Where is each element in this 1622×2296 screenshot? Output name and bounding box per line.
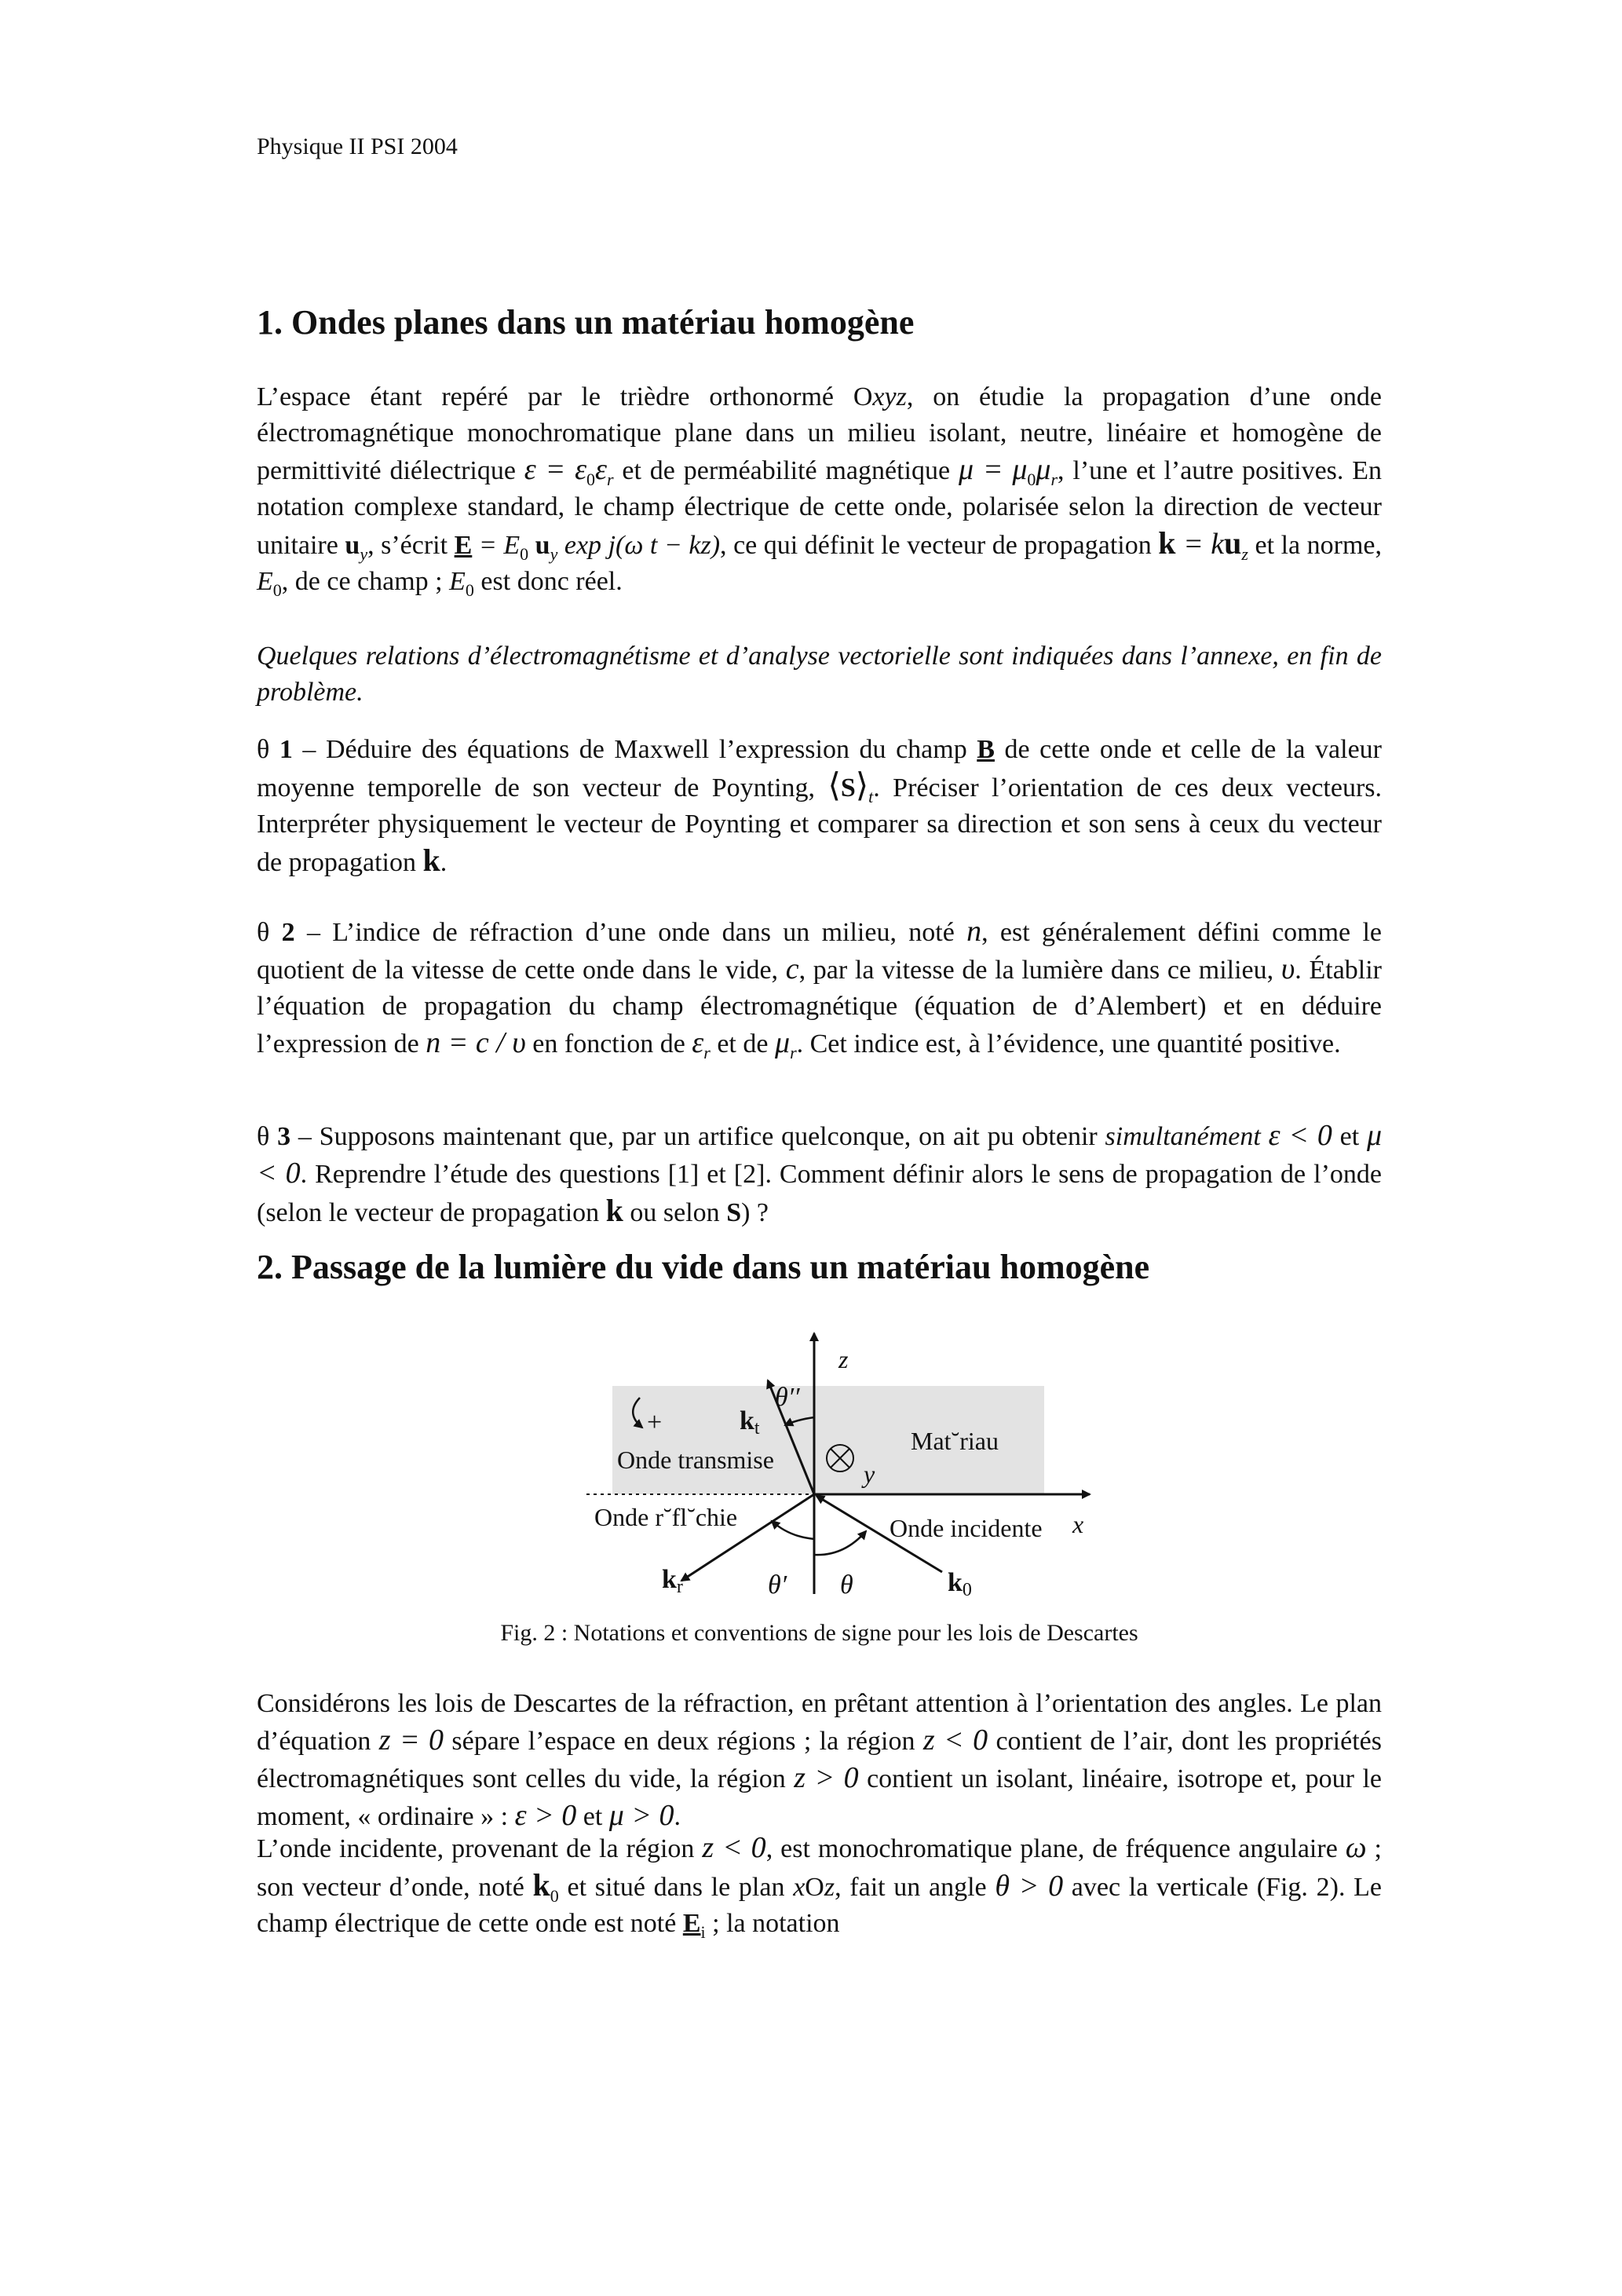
theta-double-prime-label: θ′′ [775, 1383, 800, 1412]
onde-transmise-label: Onde transmise [617, 1446, 774, 1474]
kt-label: kt [740, 1406, 760, 1439]
figure-caption: Fig. 2 : Notations et conventions de signe pour les lois de Descartes [500, 1620, 1138, 1646]
onde-reflechie-label: Onde r˘fl˘chie [594, 1503, 738, 1531]
question-1: θ 1 – Déduire des équations de Maxwell l’expression du champ B de cette onde et celle de la valeur moyenne temporelle de son vecteur de Poynting, $⟨S⟩_t$. Préciser l’orientation de ces deux vecteurs. Interpréter physiquement le vecteur de Poynting et comparer sa direction et son sens à ceux du vecteur de propagation k. [257, 735, 1383, 878]
onde-incidente-label: Onde incidente [890, 1514, 1043, 1542]
section-1-paragraph-1: L’espace étant repéré par le trièdre orthonormé Oxyz, on étudie la propagation d’une onde électromagnétique monochromatique plane dans un milieu isolant, neutre, linéaire et homogène de permittivité diélectrique $\varepsilon = \varepsilon_0\varepsilon_r$ et de perméabilité magnétique $\mu = \mu_0\mu_r$, l’une et l’autre positives. En notation complexe standard, le champ électrique de cette onde, polarisée selon la direction de vecteur unitaire $u_y$, s’écrit $E = E_0$ $u_y$ exp j(ω t − kz), ce qui définit le vecteur de propagation $k = ku_z$ et la norme, $E_0$, de ce champ ; $E_0$ est donc réel. [257, 382, 1383, 600]
theta-arc [814, 1531, 866, 1555]
theta-label: θ [840, 1570, 853, 1600]
figure-2-descartes-diagram [581, 1327, 1131, 1602]
page-header: Physique II PSI 2004 [257, 133, 458, 159]
plus-sign: + [647, 1408, 663, 1437]
kr-label: kr [662, 1565, 683, 1597]
question-2: θ 2 – L’indice de réfraction d’une onde dans un milieu, noté n, est généralement défini comme le quotient de la vitesse de cette onde dans le vide, c, par la vitesse de la lumière dans ce milieu, υ. Établir l’équation de propagation du champ électromagnétique (équation de d’Alembert) et en déduire l’expression de n = c / υ en fonction de $\varepsilon_r$ et de $\mu_r$. Cet indice est, à l’évidence, une quantité positive. [257, 915, 1383, 1062]
materiau-label: Mat˘riau [911, 1427, 999, 1455]
section-1-title: 1. Ondes planes dans un matériau homogène [257, 303, 915, 342]
k0-label: k0 [948, 1568, 972, 1600]
theta-prime-arc [772, 1521, 814, 1539]
question-3: θ 3 – Supposons maintenant que, par un artifice quelconque, on ait pu obtenir simultanément ε < 0 et μ < 0. Reprendre l’étude des questions [1] et [2]. Comment définir alors le sens de propagation de l’onde (selon le vecteur de propagation k ou selon S) ? [257, 1119, 1383, 1228]
x-label: x [1072, 1510, 1084, 1538]
theta-prime-label: θ′ [768, 1570, 787, 1600]
y-label: y [864, 1460, 875, 1488]
annex-note: Quelques relations d’électromagnétisme et d’analyse vectorielle sont indiquées dans l’annexe, en fin de problème. [257, 642, 1382, 707]
section-2-paragraph-2: L’onde incidente, provenant de la région z < 0, est monochromatique plane, de fréquence angulaire ω ; son vecteur d’onde, noté $k_0$ et situé dans le plan xOz, fait un angle θ > 0 avec la verticale (Fig. 2). Le champ électrique de cette onde est noté $E_i$ ; la notation [257, 1831, 1383, 1942]
section-2-paragraph-1: Considérons les lois de Descartes de la réfraction, en prêtant attention à l’orientation des angles. Le plan d’équation z = 0 sépare l’espace en deux régions ; la région z < 0 contient de l’air, dont les propriétés électromagnétiques sont celles du vide, la région z > 0 contient un isolant, linéaire, isotrope et, pour le moment, « ordinaire » : ε > 0 et μ > 0. [257, 1689, 1382, 1832]
section-2-title: 2. Passage de la lumière du vide dans un matériau homogène [257, 1248, 1150, 1286]
z-label: z [838, 1345, 849, 1373]
